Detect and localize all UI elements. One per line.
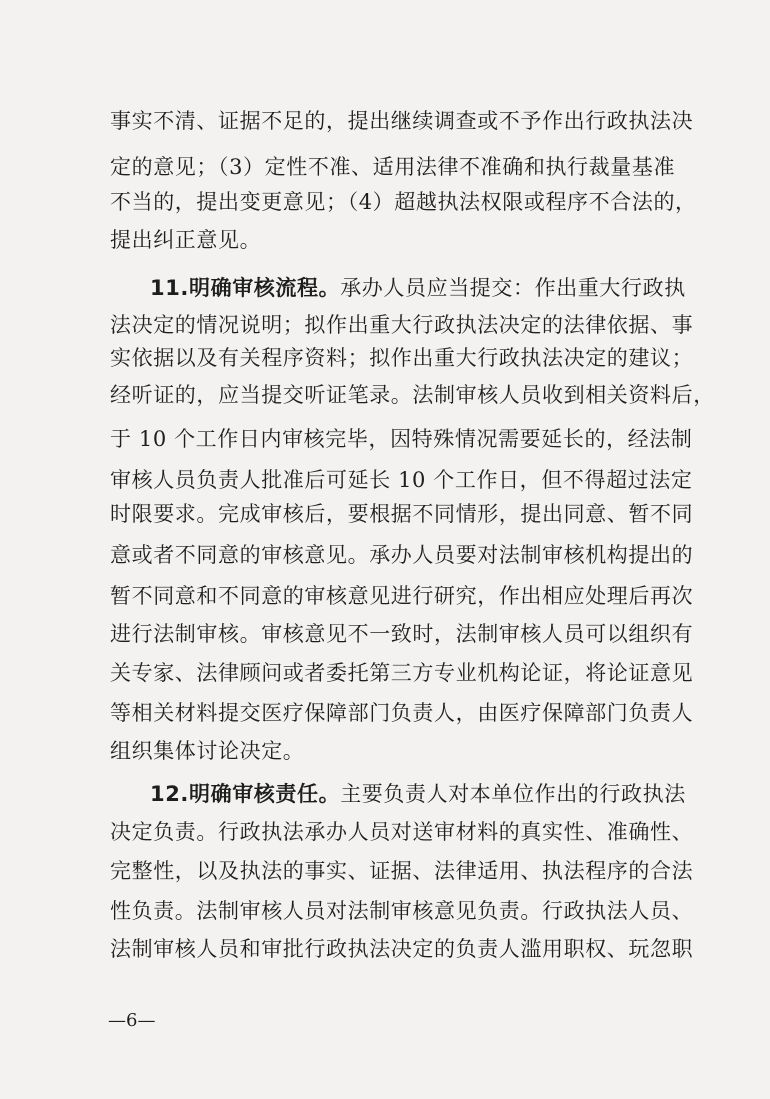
section-12-first-line-text: 主要负责人对本单位作出的行政执法 [340,782,686,806]
text-line: 性负责。法制审核人员对法制审核意见负责。行政执法人员、 [110,899,694,923]
text-line: 完整性，以及执法的事实、证据、法律适用、执法程序的合法 [110,859,694,883]
text-line: 不当的，提出变更意见；（4）超越执法权限或程序不合法的， [110,190,697,214]
text-line: 实依据以及有关程序资料；拟作出重大行政执法决定的建议； [110,346,694,370]
text-line: 于 10 个工作日内审核完毕，因特殊情况需要延长的，经法制 [110,427,693,451]
page-number: —6— [108,1010,156,1031]
text-line: 事实不清、证据不足的，提出继续调查或不予作出行政执法决 [110,109,694,133]
text-line: 意或者不同意的审核意见。承办人员要对法制审核机构提出的 [110,543,694,567]
text-line: 提出纠正意见。 [110,228,262,252]
text-line: 等相关材料提交医疗保障部门负责人，由医疗保障部门负责人 [110,701,694,725]
section-12-heading: 12.明确审核责任。 [150,782,341,806]
text-line: 法决定的情况说明；拟作出重大行政执法决定的法律依据、事 [110,313,694,337]
section-12-first-line [150,782,686,806]
text-line: 关专家、法律顾问或者委托第三方专业机构论证，将论证意见 [110,661,694,685]
text-line: 时限要求。完成审核后，要根据不同情形，提出同意、暂不同 [110,502,694,526]
text-line: 组织集体讨论决定。 [110,739,305,763]
text-line: 定的意见；（3）定性不准、适用法律不准确和执行裁量基准 [110,155,676,179]
section-11-first-line-text: 承办人员应当提交：作出重大行政执 [340,276,686,300]
text-line: 经听证的，应当提交听证笔录。法制审核人员收到相关资料后， [110,383,715,407]
text-line: 决定负责。行政执法承办人员对送审材料的真实性、准确性、 [110,820,694,844]
text-line: 进行法制审核。审核意见不一致时，法制审核人员可以组织有 [110,622,694,646]
text-line: 暂不同意和不同意的审核意见进行研究，作出相应处理后再次 [110,584,694,608]
text-line: 法制审核人员和审批行政执法决定的负责人滥用职权、玩忽职 [110,937,694,961]
section-11-heading: 11.明确审核流程。 [150,276,341,300]
section-11-first-line [150,276,686,300]
text-line: 审核人员负责人批准后可延长 10 个工作日，但不得超过法定 [110,468,693,492]
